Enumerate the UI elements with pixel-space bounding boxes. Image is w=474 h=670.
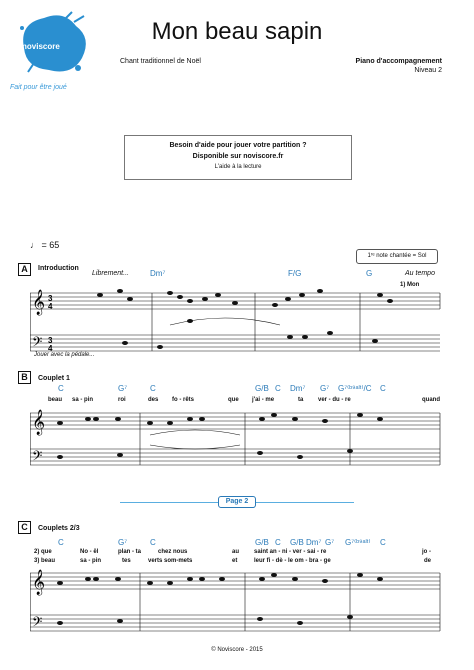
- subtitle: Chant traditionnel de Noël: [120, 58, 201, 65]
- chord: G⁷: [118, 384, 128, 393]
- lyric: sa - pin: [80, 558, 102, 564]
- svg-text:𝄞: 𝄞: [32, 290, 46, 315]
- lyric: que: [228, 397, 239, 403]
- lyric: saint an - ni - ver - sai - re: [254, 549, 327, 555]
- lyric: de: [424, 558, 432, 564]
- chord: C: [58, 384, 64, 393]
- help-line-2: Disponible sur noviscore.fr: [192, 153, 284, 160]
- chord: G/B: [255, 384, 269, 393]
- staff-system-b: [30, 405, 450, 480]
- section-a-mark: A: [18, 263, 31, 276]
- lyric: beau: [48, 397, 63, 403]
- svg-text:3: 3: [48, 294, 53, 303]
- tagline: Fait pour être joué: [10, 84, 67, 91]
- chord: G/B: [255, 538, 269, 547]
- chord: G⁷: [118, 538, 128, 547]
- chord: G/B: [290, 538, 304, 547]
- chord: Dm⁷: [306, 538, 322, 547]
- svg-text:𝄞: 𝄞: [32, 410, 46, 435]
- lyric: chez nous: [158, 549, 188, 555]
- help-line-3: L'aide à la lecture: [214, 164, 262, 170]
- lyric: fo - rêts: [172, 397, 195, 403]
- chord: G: [366, 269, 373, 278]
- logo-text: noviscore: [22, 42, 60, 51]
- section-b-title: Couplet 1: [38, 375, 70, 382]
- page-title: Mon beau sapin: [151, 18, 323, 45]
- lyric: No - ël: [80, 549, 99, 555]
- direction-au-tempo: Au tempo: [405, 270, 435, 277]
- chord: G⁷⁽ᵇ⁹ᵃˡᵗ⁾/C: [338, 384, 372, 393]
- staff-system-c: [30, 565, 450, 640]
- lyric: sa - pin: [72, 397, 94, 403]
- chord: Dm⁷: [290, 384, 306, 393]
- lyric: tes: [122, 558, 131, 564]
- section-a-title: Introduction: [38, 265, 79, 272]
- tempo-marking: ♩ = 65: [30, 240, 60, 250]
- chord: G⁷: [325, 538, 335, 547]
- lyric: verts som-mets: [148, 558, 193, 564]
- lyric: des: [148, 397, 159, 403]
- section-c-title: Couplets 2/3: [38, 525, 80, 532]
- verse-start: 1) Mon: [400, 282, 420, 288]
- chord: C: [275, 384, 281, 393]
- help-box[interactable]: [124, 135, 352, 180]
- svg-text:𝄢: 𝄢: [32, 614, 43, 633]
- direction-librement: Librement...: [92, 270, 129, 277]
- page-divider-left: [120, 502, 218, 503]
- help-line-1: Besoin d'aide pour jouer votre partition ?: [169, 142, 307, 149]
- chord: G⁷: [320, 384, 330, 393]
- lyric: ver - du - re: [318, 397, 351, 403]
- chord: C: [58, 538, 64, 547]
- lyric: plan - ta: [118, 549, 142, 555]
- level: Niveau 2: [414, 67, 442, 74]
- chord: C: [380, 538, 386, 547]
- chord: C: [150, 538, 156, 547]
- chord: Dm⁷: [150, 269, 166, 278]
- chord: C: [275, 538, 281, 547]
- lyric: j'ai - me: [252, 397, 275, 403]
- chord: G⁷⁽ᵇ⁹ᵃˡᵗ⁾: [345, 538, 371, 547]
- svg-text:3: 3: [48, 336, 53, 345]
- svg-text:4: 4: [48, 302, 53, 311]
- lyric: 3) beau: [34, 558, 56, 564]
- first-note-box: 1ʳᵉ note chantée = Sol: [356, 249, 438, 264]
- svg-text:𝄞: 𝄞: [32, 570, 46, 595]
- page-divider-right: [256, 502, 354, 503]
- lyric: leur fi - dè - le om - bra - ge: [254, 558, 331, 564]
- staff-system-a: [30, 285, 450, 365]
- section-b-mark: B: [18, 371, 31, 384]
- lyric: roi: [118, 397, 126, 403]
- footer-copyright: © Noviscore - 2015: [211, 647, 263, 653]
- lyric: jo -: [422, 549, 431, 555]
- chord: F/G: [288, 269, 302, 278]
- svg-text:𝄢: 𝄢: [32, 334, 43, 353]
- arrangement: Piano d'accompagnement: [355, 58, 442, 65]
- lyric: quand: [422, 397, 440, 403]
- chord: C: [150, 384, 156, 393]
- section-c-mark: C: [18, 521, 31, 534]
- lyric: au: [232, 549, 240, 555]
- page-label: Page 2: [218, 496, 256, 508]
- chord: C: [380, 384, 386, 393]
- svg-text:4: 4: [48, 344, 53, 353]
- svg-text:𝄢: 𝄢: [32, 448, 43, 467]
- lyric: 2) que: [34, 549, 52, 555]
- pedal-direction: Jouer avec la pédale...: [34, 352, 95, 358]
- lyric: ta: [298, 397, 304, 403]
- lyric: et: [232, 558, 238, 564]
